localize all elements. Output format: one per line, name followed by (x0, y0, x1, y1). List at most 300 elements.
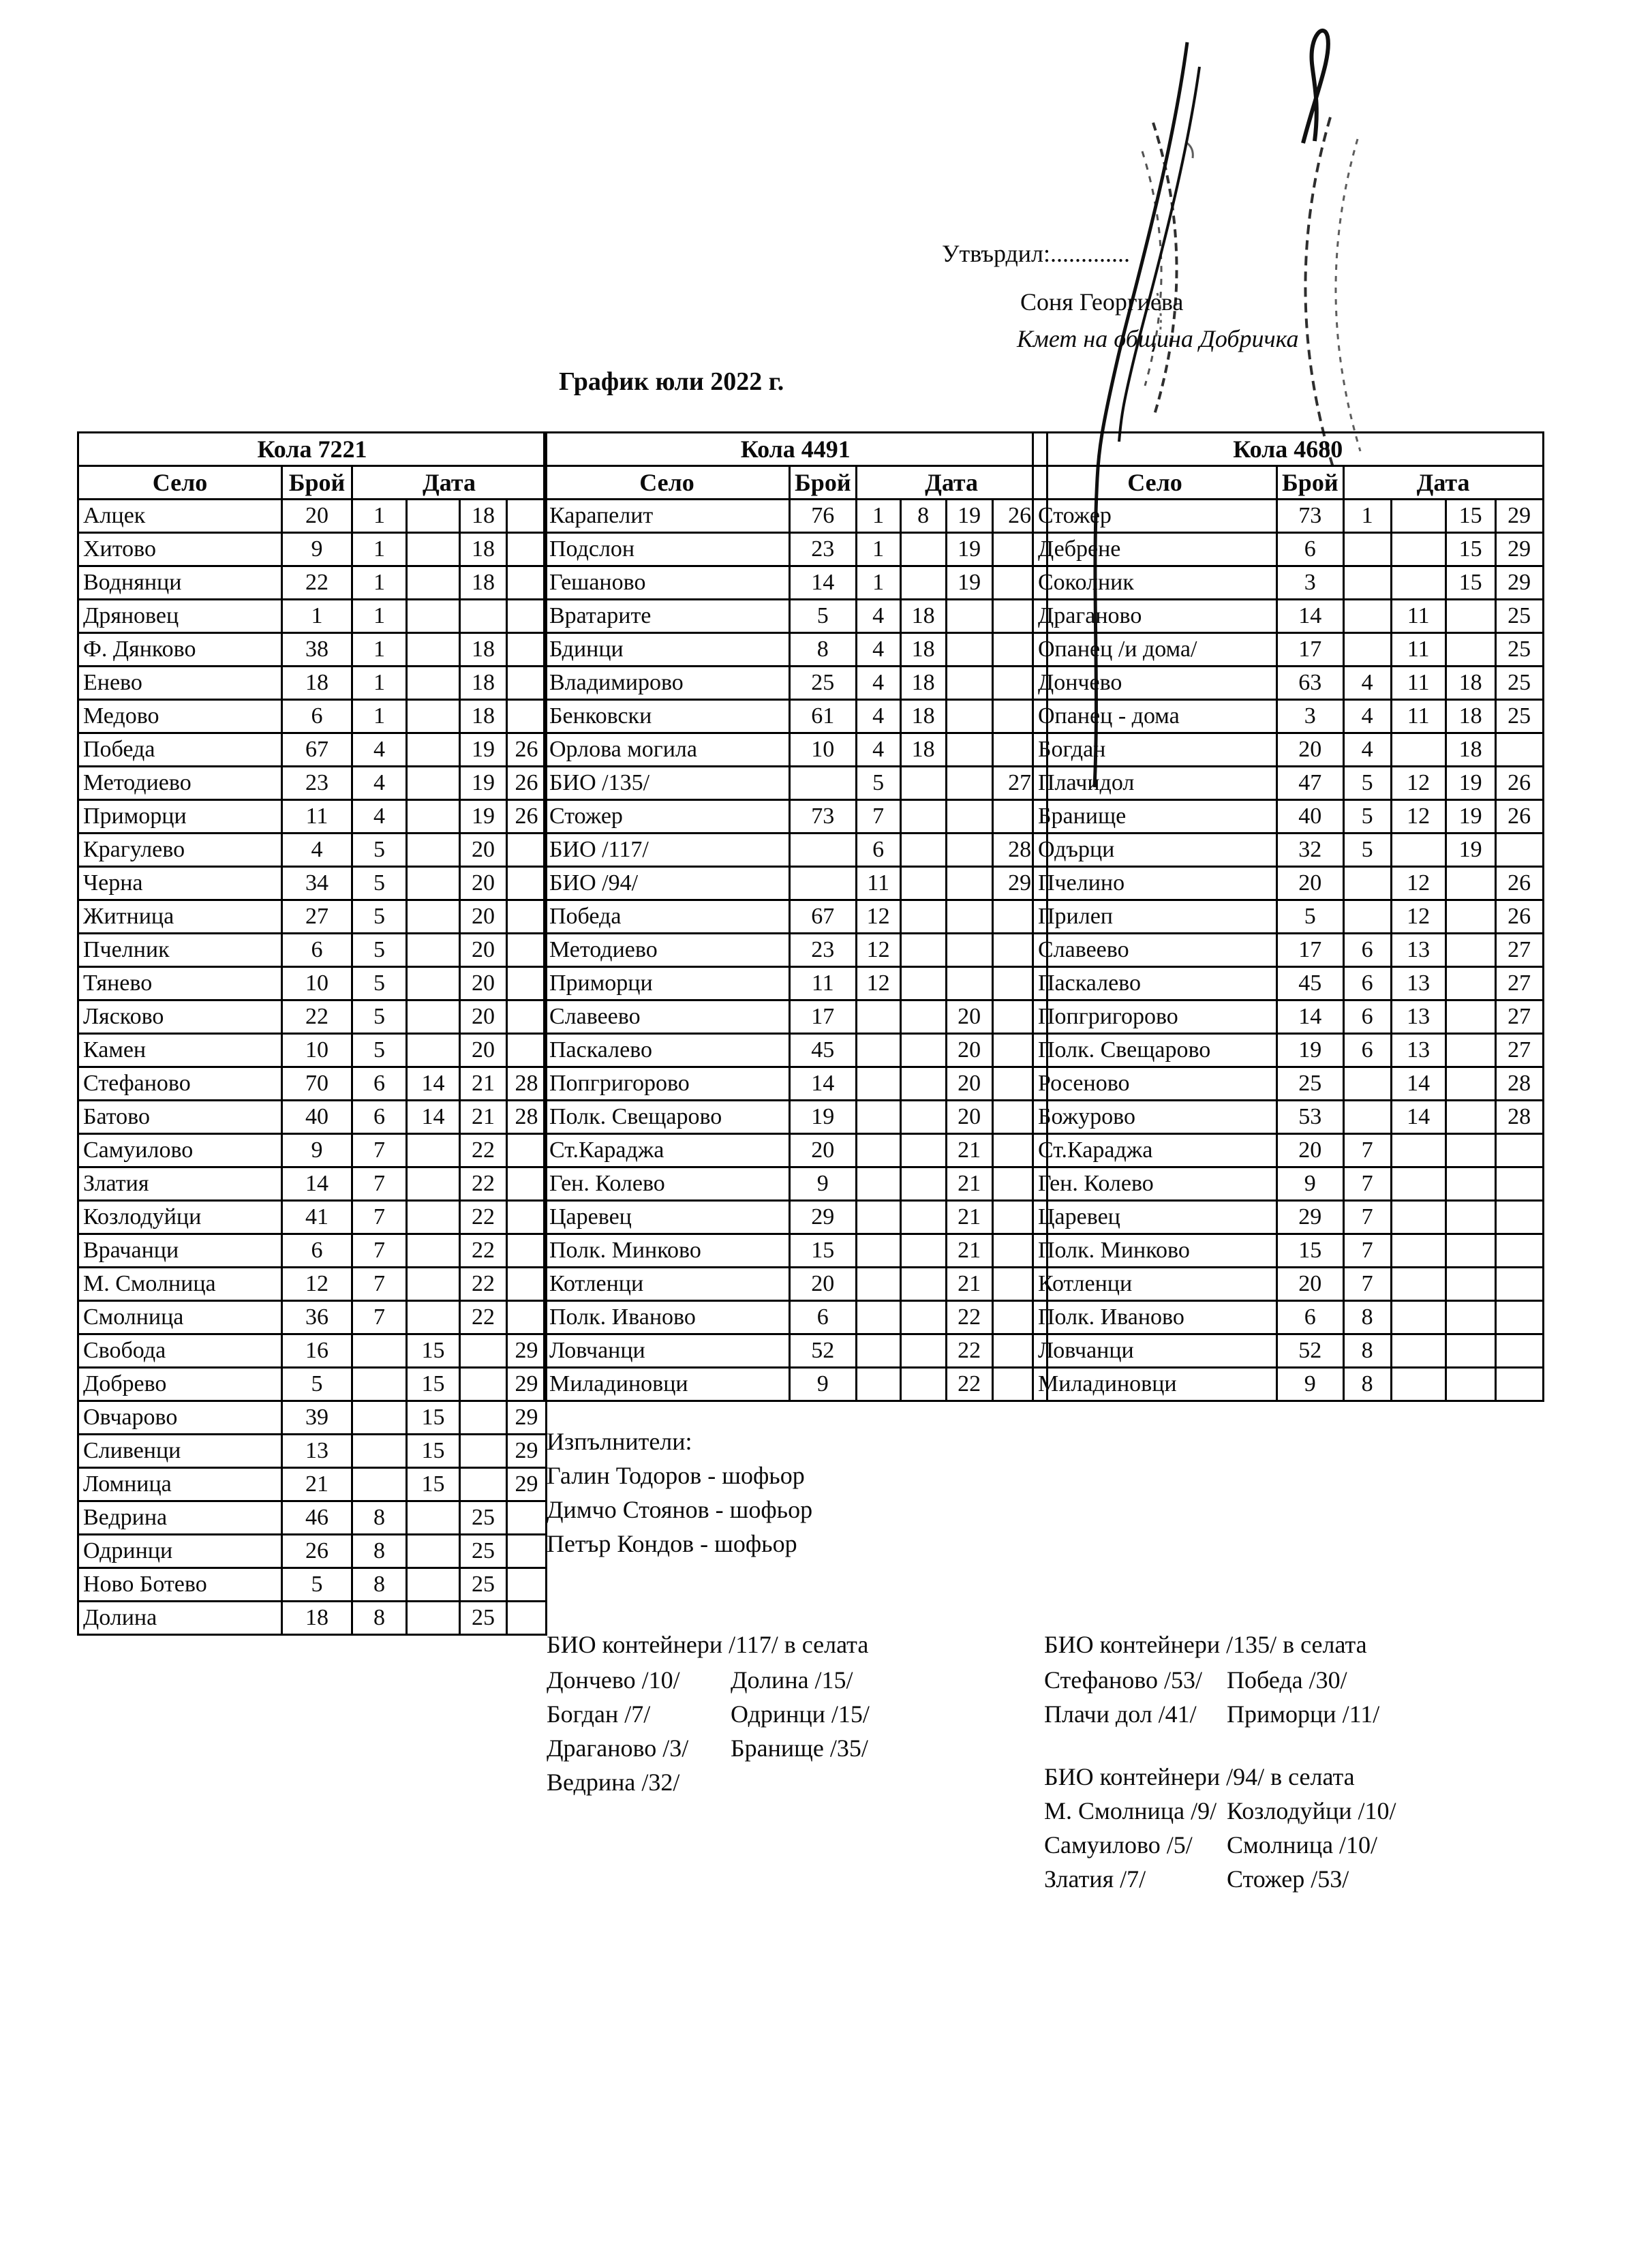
bio117-item: Дончево /10/ (547, 1666, 680, 1694)
date-cell: 19 (946, 566, 992, 600)
count-cell: 9 (282, 533, 352, 566)
stamp-left-icon (1142, 123, 1193, 414)
date-cell: 11 (1391, 667, 1446, 700)
date-cell (1391, 500, 1446, 533)
count-cell: 20 (1277, 867, 1344, 900)
date-cell: 27 (992, 767, 1047, 800)
date-cell (1495, 733, 1543, 767)
vehicle-table-4491 (543, 431, 1048, 1402)
count-cell: 20 (1277, 1134, 1344, 1167)
bio94-item: Смолница /10/ (1227, 1831, 1378, 1859)
date-cell (946, 633, 992, 667)
count-cell (790, 767, 857, 800)
date-cell (946, 700, 992, 733)
count-cell: 10 (282, 967, 352, 1000)
date-cell: 7 (352, 1234, 407, 1268)
date-cell (1495, 1134, 1543, 1167)
village-cell: Подслон (545, 533, 790, 566)
date-cell: 21 (946, 1201, 992, 1234)
date-cell (856, 1268, 900, 1301)
table-row (545, 1067, 1047, 1101)
village-cell: Камен (78, 1034, 282, 1067)
date-cell: 22 (460, 1201, 507, 1234)
date-cell (407, 633, 460, 667)
table-row (1033, 1268, 1544, 1301)
bio117-item: Бранище /35/ (731, 1734, 868, 1762)
table-row (545, 834, 1047, 867)
village-cell: Божурово (1033, 1101, 1277, 1134)
count-cell: 9 (1277, 1368, 1344, 1401)
date-cell: 5 (352, 900, 407, 934)
date-cell: 7 (352, 1201, 407, 1234)
count-cell: 14 (790, 566, 857, 600)
date-cell (507, 967, 547, 1000)
bio117-item: Богдан /7/ (547, 1700, 651, 1728)
date-cell (407, 1268, 460, 1301)
village-cell: Опанец /и дома/ (1033, 633, 1277, 667)
table-row (1033, 834, 1544, 867)
date-cell: 18 (460, 633, 507, 667)
bio117-item: Ведрина /32/ (547, 1769, 680, 1796)
table-row (545, 600, 1047, 633)
village-cell: Пчелник (78, 934, 282, 967)
table-row (1033, 1101, 1544, 1134)
table-row (1033, 700, 1544, 733)
date-cell (900, 1067, 946, 1101)
table-row (78, 867, 547, 900)
date-cell: 20 (946, 1034, 992, 1067)
count-cell: 73 (1277, 500, 1344, 533)
table-row (78, 633, 547, 667)
village-cell: Попгригорово (545, 1067, 790, 1101)
date-cell: 26 (507, 767, 547, 800)
date-cell (900, 533, 946, 566)
date-cell: 20 (460, 900, 507, 934)
village-cell: Орлова могила (545, 733, 790, 767)
village-cell: Врачанци (78, 1234, 282, 1268)
approver-name: Соня Георгиева (1020, 288, 1184, 316)
date-cell: 5 (352, 834, 407, 867)
date-cell: 27 (1495, 1000, 1543, 1034)
village-cell: Полк. Свещарово (545, 1101, 790, 1134)
bio117-right-list (731, 1663, 870, 1765)
village-cell: Росеново (1033, 1067, 1277, 1101)
date-cell: 15 (1446, 500, 1495, 533)
village-cell: Дебрене (1033, 533, 1277, 566)
village-cell: Хитово (78, 533, 282, 566)
executor-line: Димчо Стоянов - шофьор (547, 1496, 813, 1523)
count-cell: 19 (1277, 1034, 1344, 1067)
date-cell: 22 (946, 1368, 992, 1401)
table-row (545, 1268, 1047, 1301)
village-cell: М. Смолница (78, 1268, 282, 1301)
table-row (545, 867, 1047, 900)
date-cell (1391, 1301, 1446, 1334)
village-cell: Победа (545, 900, 790, 934)
village-cell: Бенковски (545, 700, 790, 733)
table-row (545, 1334, 1047, 1368)
village-cell: Стожер (545, 800, 790, 834)
count-cell: 40 (1277, 800, 1344, 834)
date-cell: 4 (856, 600, 900, 633)
table-row (78, 1435, 547, 1468)
count-cell: 22 (282, 1000, 352, 1034)
date-cell: 7 (352, 1167, 407, 1201)
date-cell: 5 (856, 767, 900, 800)
village-cell: Смолница (78, 1301, 282, 1334)
date-cell: 11 (1391, 600, 1446, 633)
table-row (78, 834, 547, 867)
date-cell (946, 767, 992, 800)
table-row (1033, 500, 1544, 533)
table-row (78, 733, 547, 767)
vehicle-table-7221 (77, 431, 547, 1636)
count-cell: 5 (282, 1568, 352, 1602)
count-cell: 10 (790, 733, 857, 767)
date-cell (1446, 1368, 1495, 1401)
date-cell (946, 600, 992, 633)
date-cell: 1 (1343, 500, 1391, 533)
table-row (78, 533, 547, 566)
count-cell: 20 (1277, 1268, 1344, 1301)
table-row (78, 1167, 547, 1201)
col-header-count: Брой (790, 466, 857, 500)
village-cell: БИО /135/ (545, 767, 790, 800)
count-cell: 3 (1277, 700, 1344, 733)
bio94-item: Козлодуйци /10/ (1227, 1797, 1396, 1824)
date-cell: 7 (352, 1301, 407, 1334)
date-cell (1343, 533, 1391, 566)
date-cell: 15 (1446, 533, 1495, 566)
count-cell: 29 (790, 1201, 857, 1234)
date-cell: 12 (856, 967, 900, 1000)
date-cell (1343, 900, 1391, 934)
count-cell: 6 (790, 1301, 857, 1334)
date-cell: 11 (1391, 633, 1446, 667)
date-cell: 27 (1495, 967, 1543, 1000)
schedule-table (1032, 431, 1544, 1402)
date-cell: 1 (856, 500, 900, 533)
date-cell (900, 1000, 946, 1034)
count-cell: 20 (282, 500, 352, 533)
bio117-item: Долина /15/ (731, 1666, 853, 1694)
count-cell: 5 (282, 1368, 352, 1401)
village-cell: Ломница (78, 1468, 282, 1501)
date-cell (1446, 1301, 1495, 1334)
date-cell (1343, 1101, 1391, 1134)
village-cell: Сливенци (78, 1435, 282, 1468)
table-row (545, 1368, 1047, 1401)
date-cell (352, 1468, 407, 1501)
approver-role: Кмет на община Добричка (1017, 325, 1299, 352)
table-row (545, 667, 1047, 700)
date-cell: 28 (507, 1101, 547, 1134)
table-row (78, 934, 547, 967)
date-cell: 4 (1343, 700, 1391, 733)
date-cell (946, 667, 992, 700)
village-cell: Ген. Колево (1033, 1167, 1277, 1201)
date-cell (1446, 1234, 1495, 1268)
date-cell: 22 (460, 1134, 507, 1167)
date-cell: 4 (856, 667, 900, 700)
village-cell: Полк. Иваново (545, 1301, 790, 1334)
date-cell (407, 767, 460, 800)
village-cell: Тянево (78, 967, 282, 1000)
date-cell (1495, 1201, 1543, 1234)
date-cell: 26 (1495, 900, 1543, 934)
date-cell: 7 (1343, 1134, 1391, 1167)
date-cell: 15 (407, 1368, 460, 1401)
date-cell: 6 (1343, 1034, 1391, 1067)
date-cell: 22 (460, 1234, 507, 1268)
date-cell (407, 1501, 460, 1535)
date-cell: 18 (460, 667, 507, 700)
bio94-item: М. Смолница /9/ (1044, 1797, 1217, 1824)
bio135-right-list (1227, 1663, 1379, 1731)
date-cell: 29 (1495, 500, 1543, 533)
village-cell: Овчарово (78, 1401, 282, 1435)
date-cell (900, 834, 946, 867)
count-cell: 9 (790, 1368, 857, 1401)
date-cell (460, 600, 507, 633)
village-cell: Приморци (78, 800, 282, 834)
date-cell (1446, 900, 1495, 934)
date-cell: 19 (1446, 800, 1495, 834)
village-cell: Ловчанци (545, 1334, 790, 1368)
count-cell: 23 (790, 533, 857, 566)
date-cell (1391, 834, 1446, 867)
table-row (1033, 633, 1544, 667)
date-cell: 6 (1343, 1000, 1391, 1034)
date-cell (1446, 1334, 1495, 1368)
count-cell: 38 (282, 633, 352, 667)
date-cell: 18 (900, 633, 946, 667)
date-cell (946, 834, 992, 867)
table-row (545, 967, 1047, 1000)
date-cell: 25 (460, 1501, 507, 1535)
date-cell: 18 (460, 533, 507, 566)
date-cell (507, 1301, 547, 1334)
date-cell (1495, 1268, 1543, 1301)
village-cell: Алцек (78, 500, 282, 533)
count-cell: 63 (1277, 667, 1344, 700)
date-cell: 1 (352, 600, 407, 633)
col-header-count: Брой (1277, 466, 1344, 500)
count-cell: 6 (1277, 533, 1344, 566)
date-cell (352, 1368, 407, 1401)
date-cell: 22 (460, 1301, 507, 1334)
table-row (78, 500, 547, 533)
date-cell: 4 (352, 767, 407, 800)
date-cell: 19 (946, 500, 992, 533)
date-cell: 20 (460, 1034, 507, 1067)
bio135-item: Приморци /11/ (1227, 1700, 1380, 1728)
date-cell: 27 (1495, 1034, 1543, 1067)
date-cell (946, 900, 992, 934)
date-cell: 1 (856, 533, 900, 566)
date-cell (900, 900, 946, 934)
table-row (78, 1535, 547, 1568)
date-cell (1446, 867, 1495, 900)
table-row (78, 600, 547, 633)
date-cell: 20 (946, 1101, 992, 1134)
date-cell (1446, 1268, 1495, 1301)
count-cell: 25 (790, 667, 857, 700)
date-cell: 22 (946, 1301, 992, 1334)
village-cell: Стефаново (78, 1067, 282, 1101)
bio117-left-list (547, 1663, 688, 1799)
date-cell (507, 1201, 547, 1234)
table-row (1033, 767, 1544, 800)
village-cell: Царевец (545, 1201, 790, 1234)
table-row (1033, 533, 1544, 566)
date-cell: 7 (1343, 1201, 1391, 1234)
village-cell: Черна (78, 867, 282, 900)
date-cell: 4 (352, 800, 407, 834)
date-cell: 5 (1343, 834, 1391, 867)
bio135-left-list (1044, 1663, 1202, 1731)
date-cell: 1 (856, 566, 900, 600)
table-row (545, 566, 1047, 600)
date-cell: 26 (1495, 767, 1543, 800)
village-cell: Победа (78, 733, 282, 767)
date-cell (1446, 1201, 1495, 1234)
date-cell: 4 (1343, 733, 1391, 767)
table-row (545, 1201, 1047, 1234)
village-cell: Царевец (1033, 1201, 1277, 1234)
count-cell: 34 (282, 867, 352, 900)
count-cell: 14 (1277, 1000, 1344, 1034)
date-cell (1446, 1101, 1495, 1134)
village-cell: Владимирово (545, 667, 790, 700)
village-cell: Методиево (78, 767, 282, 800)
date-cell: 5 (1343, 800, 1391, 834)
date-cell (507, 533, 547, 566)
date-cell (856, 1067, 900, 1101)
date-cell: 8 (352, 1535, 407, 1568)
count-cell: 13 (282, 1435, 352, 1468)
count-cell: 17 (1277, 934, 1344, 967)
date-cell: 13 (1391, 1034, 1446, 1067)
date-cell: 7 (1343, 1268, 1391, 1301)
count-cell: 21 (282, 1468, 352, 1501)
date-cell: 25 (1495, 667, 1543, 700)
table-row (545, 533, 1047, 566)
table-row (1033, 733, 1544, 767)
date-cell: 18 (1446, 667, 1495, 700)
date-cell (1391, 566, 1446, 600)
count-cell: 22 (282, 566, 352, 600)
date-cell (460, 1368, 507, 1401)
table-row (1033, 1301, 1544, 1334)
village-cell: Житница (78, 900, 282, 934)
date-cell: 28 (992, 834, 1047, 867)
date-cell: 26 (1495, 867, 1543, 900)
table-row (545, 900, 1047, 934)
count-cell: 12 (282, 1268, 352, 1301)
date-cell: 8 (900, 500, 946, 533)
date-cell (407, 834, 460, 867)
count-cell: 20 (790, 1134, 857, 1167)
date-cell (460, 1334, 507, 1368)
table-row (78, 1501, 547, 1535)
table-row (78, 1000, 547, 1034)
date-cell (1391, 533, 1446, 566)
table-row (545, 1167, 1047, 1201)
date-cell: 6 (856, 834, 900, 867)
village-cell: Долина (78, 1602, 282, 1635)
village-cell: Стожер (1033, 500, 1277, 533)
date-cell: 12 (1391, 767, 1446, 800)
village-cell: Ген. Колево (545, 1167, 790, 1201)
date-cell: 4 (856, 633, 900, 667)
date-cell: 26 (992, 500, 1047, 533)
date-cell: 20 (460, 967, 507, 1000)
date-cell (1343, 633, 1391, 667)
count-cell: 5 (1277, 900, 1344, 934)
table-row (1033, 600, 1544, 633)
date-cell (946, 800, 992, 834)
table-row (78, 700, 547, 733)
village-cell: Драганово (1033, 600, 1277, 633)
date-cell: 11 (1391, 700, 1446, 733)
date-cell: 7 (352, 1134, 407, 1167)
date-cell: 14 (1391, 1101, 1446, 1134)
count-cell: 52 (790, 1334, 857, 1368)
bio135-item: Победа /30/ (1227, 1666, 1347, 1694)
date-cell (1391, 1334, 1446, 1368)
village-cell: Одринци (78, 1535, 282, 1568)
date-cell: 4 (352, 733, 407, 767)
village-cell: Медово (78, 700, 282, 733)
table-row (545, 1101, 1047, 1134)
date-cell: 20 (460, 867, 507, 900)
date-cell: 19 (1446, 834, 1495, 867)
date-cell: 18 (460, 566, 507, 600)
vehicle-title: Кола 7221 (78, 433, 547, 466)
date-cell (1343, 600, 1391, 633)
table-row (78, 1401, 547, 1435)
date-cell (1391, 1368, 1446, 1401)
date-cell (900, 1134, 946, 1167)
date-cell: 15 (407, 1334, 460, 1368)
village-cell: Полк. Минково (1033, 1234, 1277, 1268)
count-cell: 15 (1277, 1234, 1344, 1268)
table-row (545, 800, 1047, 834)
bio117-item: Одринци /15/ (731, 1700, 870, 1728)
table-row (78, 1034, 547, 1067)
bio94-title: БИО контейнери /94/ в селата (1044, 1763, 1355, 1790)
table-row (1033, 1134, 1544, 1167)
date-cell: 7 (352, 1268, 407, 1301)
count-cell: 52 (1277, 1334, 1344, 1368)
date-cell: 20 (946, 1000, 992, 1034)
date-cell: 13 (1391, 967, 1446, 1000)
bio94-left-list (1044, 1794, 1217, 1896)
bio94-right-list (1227, 1794, 1396, 1896)
date-cell (352, 1334, 407, 1368)
date-cell: 8 (1343, 1368, 1391, 1401)
date-cell (1343, 566, 1391, 600)
village-cell: Лясково (78, 1000, 282, 1034)
date-cell (507, 934, 547, 967)
date-cell: 21 (946, 1134, 992, 1167)
count-cell: 9 (282, 1134, 352, 1167)
date-cell (352, 1435, 407, 1468)
village-cell: Паскалево (1033, 967, 1277, 1000)
executor-line: Петър Кондов - шофьор (547, 1530, 797, 1557)
date-cell: 28 (507, 1067, 547, 1101)
